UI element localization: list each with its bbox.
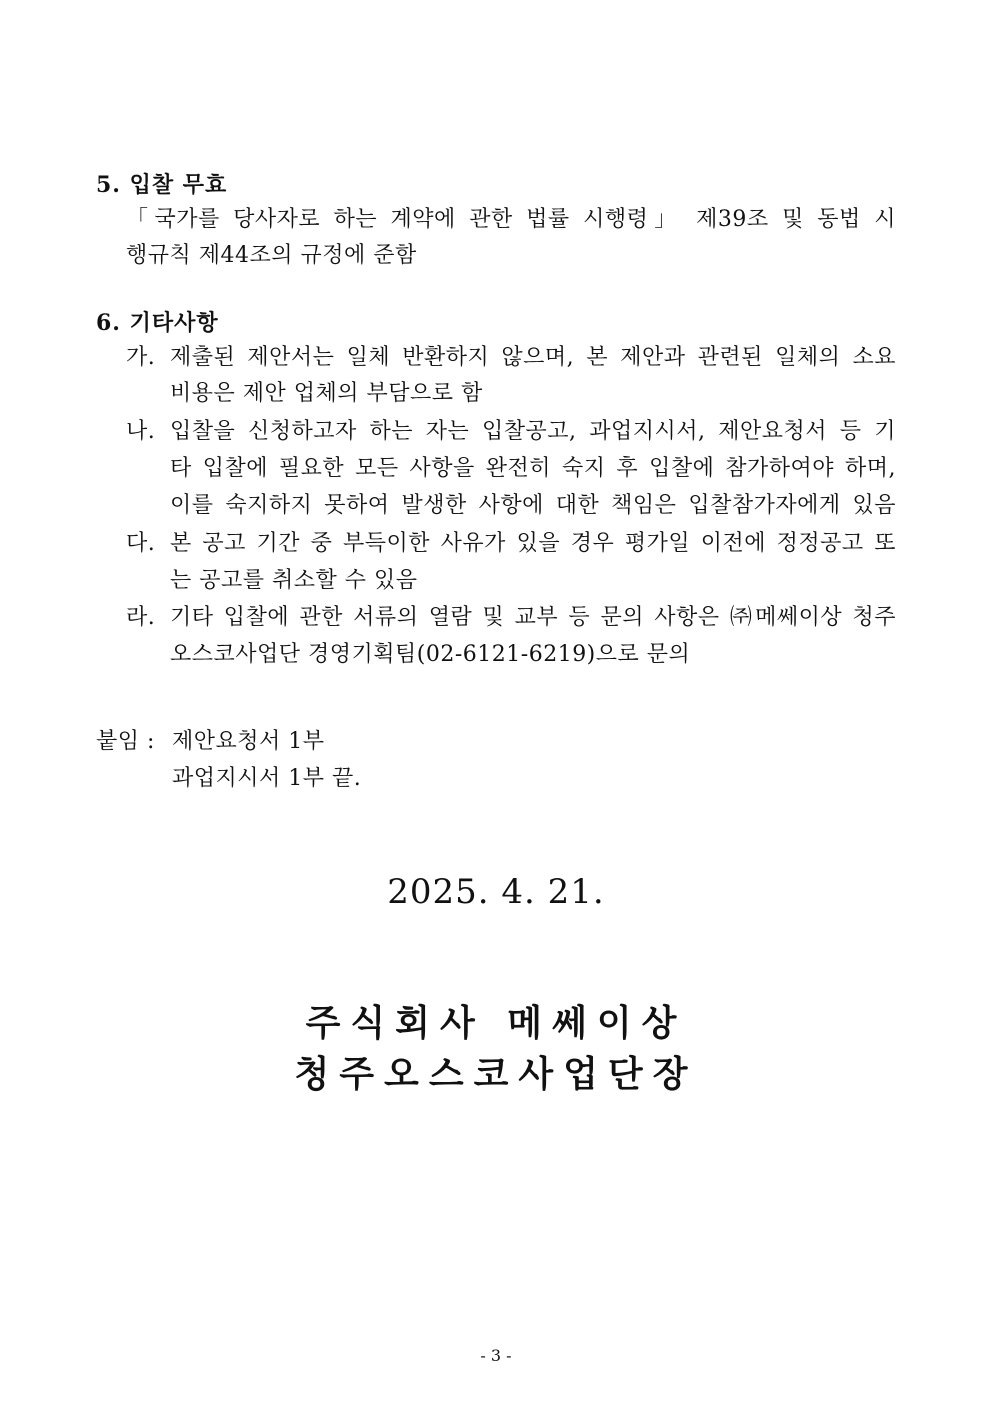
section-5-heading: 5. 입찰 무효 xyxy=(96,172,228,198)
item-ga-line-2: 비용은 제안 업체의 부담으로 함 xyxy=(170,381,483,406)
item-ga-line-1: 제출된 제안서는 일체 반환하지 않으며, 본 제안과 관련된 일체의 소요 xyxy=(170,345,896,370)
item-ra-line-2: 오스코사업단 경영기획팀(02-6121-6219)으로 문의 xyxy=(170,642,691,667)
organization-name: 주식회사 메쎄이상 xyxy=(305,1002,687,1044)
item-da-line-1: 본 공고 기간 중 부득이한 사유가 있을 경우 평가일 이전에 정정공고 또 xyxy=(170,531,896,556)
section-6-heading: 6. 기타사항 xyxy=(96,310,219,336)
item-da-marker: 다. xyxy=(126,531,156,556)
page-number: - 3 - xyxy=(480,1346,512,1365)
attachment-item-1: 제안요청서 1부 xyxy=(172,729,325,754)
item-na-marker: 나. xyxy=(126,419,156,444)
item-ra-marker: 라. xyxy=(126,605,156,630)
document-date: 2025. 4. 21. xyxy=(387,872,605,912)
item-da-line-2: 는 공고를 취소할 수 있음 xyxy=(170,568,418,593)
organization-title: 청주오스코사업단장 xyxy=(294,1053,698,1095)
section-5-body-line-1: 「국가를 당사자로 하는 계약에 관한 법률 시행령」 제39조 및 동법 시 xyxy=(126,207,896,232)
item-na-line-2: 타 입찰에 필요한 모든 사항을 완전히 숙지 후 입찰에 참가하여야 하며, xyxy=(170,456,896,481)
attachment-label: 붙임 : xyxy=(96,729,155,754)
item-ra-line-1: 기타 입찰에 관한 서류의 열람 및 교부 등 문의 사항은 ㈜메쎄이상 청주 xyxy=(170,605,896,630)
item-na-line-1: 입찰을 신청하고자 하는 자는 입찰공고, 과업지시서, 제안요청서 등 기 xyxy=(170,419,896,444)
attachment-item-2: 과업지시서 1부 끝. xyxy=(172,766,362,791)
item-ga-marker: 가. xyxy=(126,345,156,370)
item-na-line-3: 이를 숙지하지 못하여 발생한 사항에 대한 책임은 입찰참가자에게 있음 xyxy=(170,493,896,518)
section-5-body-line-2: 행규칙 제44조의 규정에 준함 xyxy=(126,243,417,268)
